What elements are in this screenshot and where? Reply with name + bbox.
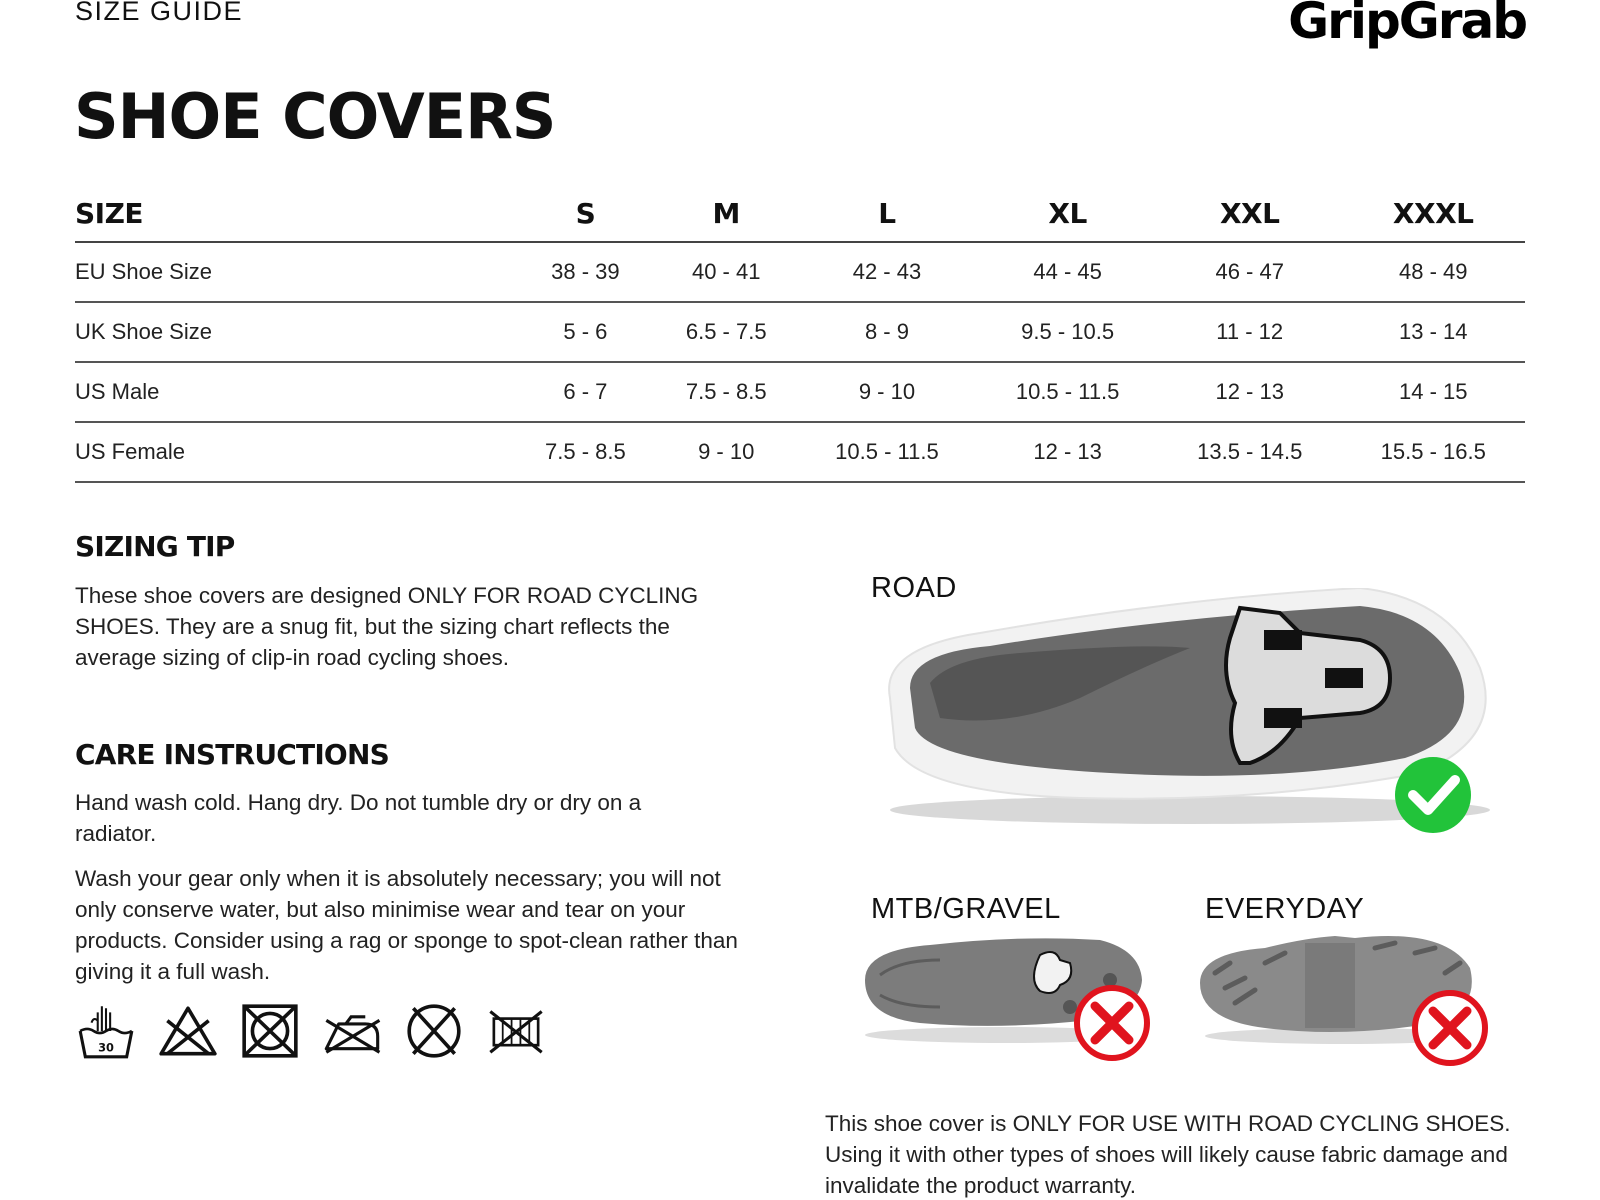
table-cell: 38 - 39 [515,242,656,302]
table-cell: 46 - 47 [1158,242,1342,302]
care-text-wash: Hand wash cold. Hang dry. Do not tumble dry or dry on a radiator. [75,790,642,846]
table-cell: 7.5 - 8.5 [515,422,656,482]
row-label: EU Shoe Size [75,242,515,302]
table-cell: 6 - 7 [515,362,656,422]
cross-icon [1077,988,1147,1058]
sizing-tip-heading: SIZING TIP [75,530,235,563]
column-header: SIZE [75,186,515,242]
cross-icon [1415,993,1485,1063]
column-header: L [797,186,978,242]
hand-wash-30-icon [75,1000,137,1062]
do-not-bleach-icon [157,1000,219,1062]
column-header: S [515,186,656,242]
table-cell: 48 - 49 [1341,242,1525,302]
size-table-header [75,186,1525,242]
table-row [75,362,1525,422]
table-cell: 7.5 - 8.5 [656,362,797,422]
warranty-note: This shoe cover is ONLY FOR USE WITH ROAD CYCLING SHOES. Using it with other types of shoes will likely cause fabric damage and invalidate the product warranty. [825,1111,1511,1198]
road-shoe-sole-image [860,588,1520,848]
table-cell: 8 - 9 [797,302,978,362]
table-cell: 13 - 14 [1341,302,1525,362]
column-header: XL [977,186,1158,242]
size-guide-eyebrow: SIZE GUIDE [75,0,244,26]
table-cell: 15.5 - 16.5 [1341,422,1525,482]
column-header: XXL [1158,186,1342,242]
do-not-dry-on-radiator-icon [485,1000,547,1062]
row-label: UK Shoe Size [75,302,515,362]
check-icon [1395,757,1471,833]
table-cell: 42 - 43 [797,242,978,302]
table-cell: 9 - 10 [797,362,978,422]
table-cell: 12 - 13 [1158,362,1342,422]
table-cell: 6.5 - 7.5 [656,302,797,362]
table-cell: 9.5 - 10.5 [977,302,1158,362]
table-cell: 14 - 15 [1341,362,1525,422]
table-row [75,422,1525,482]
table-cell: 12 - 13 [977,422,1158,482]
table-row [75,242,1525,302]
page-title: SHOE COVERS [74,80,556,153]
do-not-iron-icon [321,1000,383,1062]
table-cell: 10.5 - 11.5 [797,422,978,482]
sizing-tip-text: These shoe covers are designed ONLY FOR ROAD CYCLING SHOES. They are a snug fit, but the sizing chart reflects the average sizing of clip-in road cycling shoes. [75,583,699,670]
column-header: XXXL [1341,186,1525,242]
wash-temperature: 30 [98,1040,114,1055]
row-label: US Male [75,362,515,422]
table-cell: 44 - 45 [977,242,1158,302]
everyday-label: EVERYDAY [1205,893,1365,925]
road-label: ROAD [871,572,957,604]
table-cell: 9 - 10 [656,422,797,482]
table-cell: 10.5 - 11.5 [977,362,1158,422]
table-cell: 11 - 12 [1158,302,1342,362]
mtb-shoe-sole-image [860,935,1160,1065]
do-not-dry-clean-icon [403,1000,465,1062]
table-cell: 13.5 - 14.5 [1158,422,1342,482]
everyday-shoe-sole-image [1195,928,1505,1068]
table-cell: 40 - 41 [656,242,797,302]
mtb-gravel-label: MTB/GRAVEL [871,893,1061,925]
table-cell: 5 - 6 [515,302,656,362]
do-not-tumble-dry-icon [239,1000,301,1062]
table-row [75,302,1525,362]
care-instructions-heading: CARE INSTRUCTIONS [75,738,389,771]
row-label: US Female [75,422,515,482]
care-symbols [75,1000,547,1062]
brand-logo: GripGrab [1288,0,1526,50]
column-header: M [656,186,797,242]
size-table [75,186,1525,483]
care-text-conserve: Wash your gear only when it is absolutely necessary; you will not only conserve water, but also minimise wear and tear on your products. Consider using a rag or sponge to spot-clean rather than giving it a full wash. [75,866,738,984]
